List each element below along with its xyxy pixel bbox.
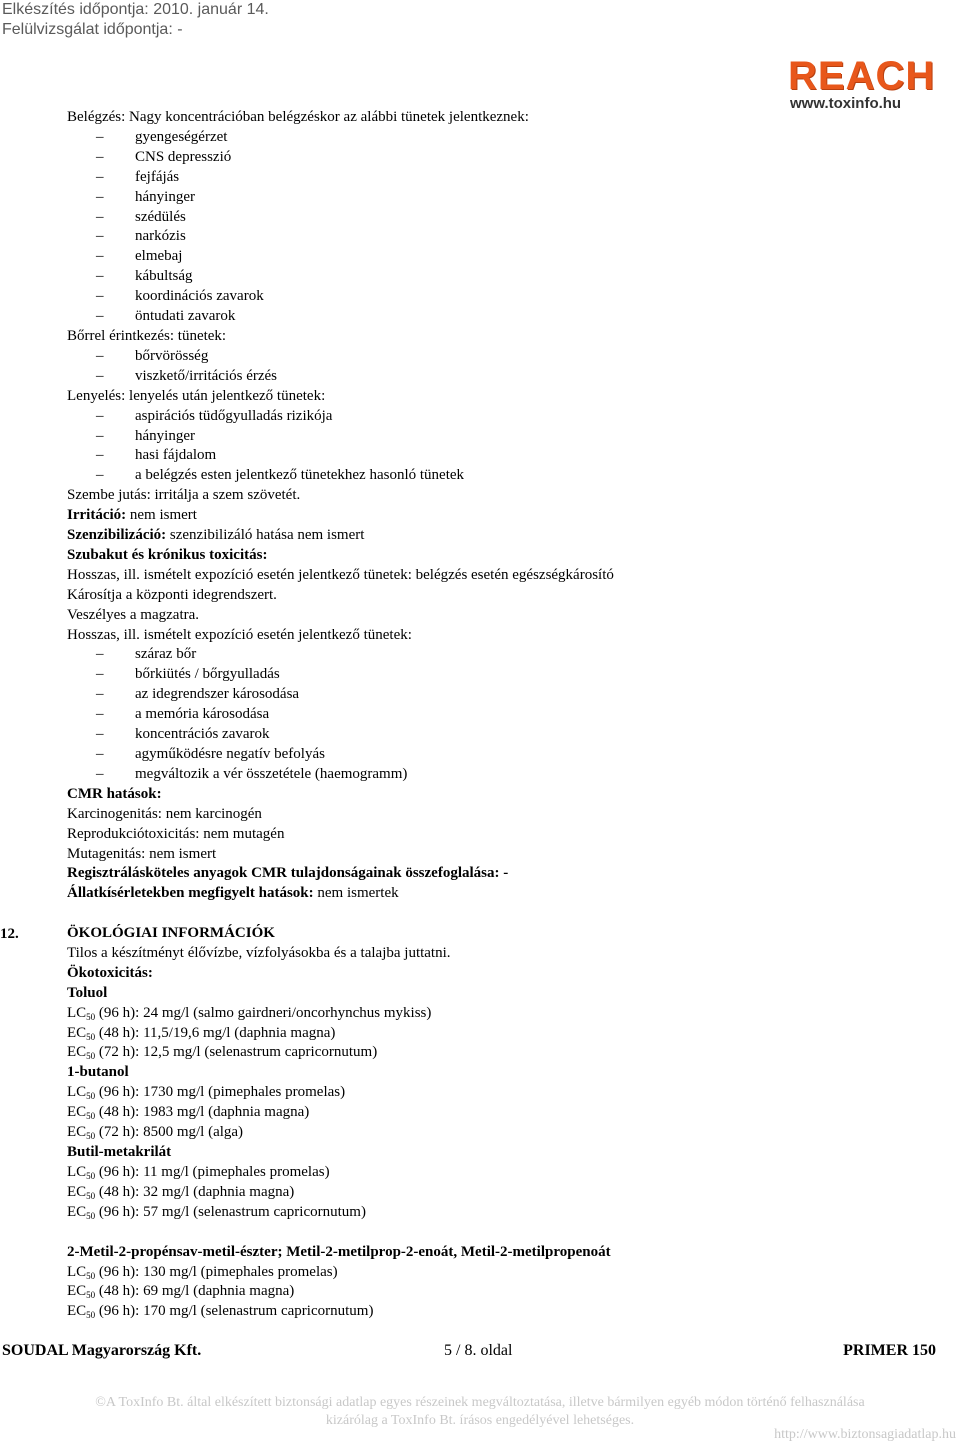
dash-bullet: –	[96, 248, 104, 265]
symptom-item	[67, 427, 937, 447]
reach-logo	[788, 54, 936, 113]
measure-text: (48 h): 11,5/19,6 mg/l (daphnia magna)	[95, 1024, 336, 1041]
measure-text: (72 h): 12,5 mg/l (selenastrum capricornutum)	[95, 1044, 378, 1061]
toxicity-value	[67, 1123, 937, 1143]
animal-effects-label: Állatkísérletekben megfigyelt hatások:	[67, 885, 314, 902]
measure-subscript: 50	[86, 1111, 96, 1122]
measure-subscript: 50	[86, 1270, 96, 1281]
environment-prohibition: Tilos a készítményt élővízbe, vízfolyásokba és a talajba juttatni.	[67, 944, 451, 961]
measure-type: EC	[67, 1044, 87, 1061]
measure-text: (96 h): 1730 mg/l (pimephales promelas)	[95, 1084, 346, 1101]
symptom-item	[67, 645, 937, 665]
symptom-text: viszkető/irritációs érzés	[135, 367, 278, 384]
symptom-item	[67, 307, 937, 327]
carcinogenicity: Karcinogenitás: nem karcinogén	[67, 805, 262, 822]
toxicity-value	[67, 1024, 937, 1044]
symptom-item	[67, 287, 937, 307]
copyright-line-2: kizárólag a ToxInfo Bt. írásos engedélyével lehetséges.	[325, 1413, 635, 1428]
toxicity-value	[67, 1083, 937, 1103]
skin-symptom-list	[67, 347, 937, 387]
toxicity-value	[67, 1163, 937, 1183]
created-date: Elkészítés időpontja: 2010. január 14.	[2, 1, 269, 18]
dash-bullet: –	[96, 347, 104, 364]
dash-bullet: –	[96, 746, 104, 762]
revised-date: Felülvizsgálat időpontja: -	[2, 21, 183, 38]
symptom-item	[67, 267, 937, 287]
symptom-text: öntudati zavarok	[135, 308, 236, 325]
dash-bullet: –	[96, 208, 104, 225]
dash-bullet: –	[96, 367, 104, 384]
symptom-text: CNS depresszió	[135, 148, 232, 165]
cns-damage: Károsítja a központi idegrendszert.	[67, 586, 277, 603]
toxicity-value	[67, 1103, 937, 1123]
measure-type: EC	[67, 1203, 87, 1220]
symptom-text: a memória károsodása	[135, 706, 270, 723]
symptom-item	[67, 745, 937, 765]
spacer	[67, 1223, 937, 1243]
symptom-item	[67, 725, 937, 745]
dash-bullet: –	[96, 228, 104, 245]
dash-bullet: –	[96, 288, 104, 305]
symptom-item	[67, 407, 937, 427]
irritation-label: Irritáció:	[67, 507, 127, 524]
measure-type: EC	[67, 1283, 87, 1300]
toxicity-value	[67, 1263, 937, 1283]
toxicity-value	[67, 1203, 937, 1223]
symptom-text: koncentrációs zavarok	[135, 726, 270, 743]
substance-name: Butil-metakrilát	[67, 1143, 172, 1160]
cmr-heading: CMR hatások:	[67, 785, 162, 802]
animal-effects-value: nem ismertek	[313, 885, 399, 902]
measure-subscript: 50	[86, 1091, 96, 1102]
symptom-text: bőrkiütés / bőrgyulladás	[135, 666, 280, 683]
sensitization-value: szenzibilizáló hatása nem ismert	[166, 527, 365, 544]
measure-text: (48 h): 69 mg/l (daphnia magna)	[95, 1283, 295, 1300]
skin-intro: Bőrrel érintkezés: tünetek:	[67, 327, 227, 344]
symptom-item	[67, 347, 937, 367]
measure-subscript: 50	[86, 1051, 96, 1062]
symptom-text: hányinger	[135, 427, 195, 444]
symptom-text: gyengeségérzet	[135, 128, 228, 145]
measure-type: EC	[67, 1303, 87, 1320]
dash-bullet: –	[96, 447, 104, 464]
measure-subscript: 50	[86, 1290, 96, 1301]
dash-bullet: –	[96, 765, 104, 782]
dash-bullet: –	[96, 168, 104, 185]
symptom-item	[67, 367, 937, 387]
symptom-item	[67, 705, 937, 725]
toxicity-value	[67, 1004, 937, 1024]
prolonged-exposure-2: Hosszas, ill. ismételt expozíció esetén jelentkező tünetek:	[67, 626, 412, 643]
symptom-item	[67, 227, 937, 247]
dash-bullet: –	[96, 726, 104, 743]
symptom-item	[67, 685, 937, 705]
symptom-text: bőrvörösség	[135, 347, 209, 364]
ingestion-intro: Lenyelés: lenyelés után jelentkező tünetek:	[67, 387, 326, 404]
symptom-item	[67, 168, 937, 188]
measure-subscript: 50	[86, 1210, 96, 1221]
footer-company: SOUDAL Magyarország Kft.	[2, 1342, 202, 1359]
measure-subscript: 50	[86, 1131, 96, 1142]
measure-type: LC	[67, 1084, 87, 1101]
dash-bullet: –	[96, 128, 104, 145]
measure-type: EC	[67, 1124, 87, 1141]
symptom-text: a belégzés esten jelentkező tünetekhez hasonló tünetek	[135, 467, 465, 484]
dash-bullet: –	[96, 148, 104, 165]
toxicity-value	[67, 1302, 937, 1322]
symptom-text: hasi fájdalom	[135, 447, 217, 464]
measure-type: EC	[67, 1104, 87, 1121]
measure-text: (72 h): 8500 mg/l (alga)	[95, 1124, 244, 1141]
measure-text: (96 h): 57 mg/l (selenastrum capricornutum)	[95, 1203, 366, 1220]
website-url: http://www.biztonsagiadatlap.hu	[774, 1427, 956, 1442]
sensitization-line	[67, 526, 937, 546]
toxicity-value	[67, 1282, 937, 1302]
measure-text: (48 h): 1983 mg/l (daphnia magna)	[95, 1104, 310, 1121]
dash-bullet: –	[96, 467, 104, 484]
toxicity-value	[67, 1043, 937, 1063]
symptom-item	[67, 247, 937, 267]
mutagenicity: Mutagenitás: nem ismert	[67, 845, 217, 862]
dash-bullet: –	[96, 706, 104, 723]
symptom-text: koordinációs zavarok	[135, 288, 264, 305]
dash-bullet: –	[96, 188, 104, 205]
section-12-title: ÖKOLÓGIAI INFORMÁCIÓK	[67, 925, 275, 941]
dash-bullet: –	[96, 666, 104, 683]
inhalation-symptom-list	[67, 128, 937, 327]
symptom-text: száraz bőr	[135, 646, 197, 663]
symptom-item	[67, 446, 937, 466]
footer-product: PRIMER 150	[843, 1342, 936, 1359]
symptom-item	[67, 765, 937, 785]
measure-subscript: 50	[86, 1190, 96, 1201]
symptom-text: fejfájás	[135, 168, 180, 185]
symptom-text: megváltozik a vér összetétele (haemogramm)	[135, 765, 408, 782]
toxicity-value	[67, 1183, 937, 1203]
irritation-value: nem ismert	[126, 507, 197, 524]
measure-type: LC	[67, 1004, 87, 1021]
symptom-text: narkózis	[135, 228, 186, 245]
measure-type: EC	[67, 1183, 87, 1200]
sensitization-label: Szenzibilizáció:	[67, 527, 167, 544]
irritation-line	[67, 506, 937, 526]
symptom-item	[67, 208, 937, 228]
prolonged-symptom-list	[67, 645, 937, 784]
symptom-item	[67, 188, 937, 208]
symptom-text: az idegrendszer károsodása	[135, 686, 300, 703]
symptom-text: elmebaj	[135, 248, 183, 265]
symptom-item	[67, 128, 937, 148]
measure-text: (96 h): 24 mg/l (salmo gairdneri/oncorhynchus mykiss)	[95, 1004, 432, 1021]
measure-text: (96 h): 170 mg/l (selenastrum capricornutum)	[95, 1303, 374, 1320]
eye-contact: Szembe jutás: irritálja a szem szövetét.	[67, 487, 301, 504]
measure-subscript: 50	[86, 1031, 96, 1042]
dash-bullet: –	[96, 268, 104, 285]
measure-type: EC	[67, 1024, 87, 1041]
registration-summary: Regisztrálásköteles anyagok CMR tulajdonságainak összefoglalása: -	[67, 865, 509, 882]
symptom-text: kábultság	[135, 268, 193, 285]
dash-bullet: –	[96, 646, 104, 663]
measure-subscript: 50	[86, 1170, 96, 1181]
dash-bullet: –	[96, 308, 104, 325]
symptom-item	[67, 466, 937, 486]
substance-name: Toluol	[67, 984, 108, 1001]
measure-text: (96 h): 130 mg/l (pimephales promelas)	[95, 1263, 338, 1280]
ingestion-symptom-list	[67, 407, 937, 487]
logo-word: REACH	[788, 54, 936, 98]
prolonged-exposure-1: Hosszas, ill. ismételt expozíció esetén jelentkező tünetek: belégzés esetén egészségkárosító	[67, 566, 614, 583]
measure-subscript: 50	[86, 1011, 96, 1022]
ecotoxicity-heading: Ökotoxicitás:	[67, 964, 153, 981]
logo-url: www.toxinfo.hu	[790, 95, 902, 112]
section-12-content	[67, 924, 937, 1322]
fetus-hazard: Veszélyes a magzatra.	[67, 606, 200, 623]
dash-bullet: –	[96, 407, 104, 424]
subacute-heading: Szubakut és krónikus toxicitás:	[67, 546, 268, 563]
section-11-content	[67, 108, 937, 904]
dash-bullet: –	[96, 686, 104, 703]
section-12-number: 12.	[0, 926, 19, 942]
measure-subscript: 50	[86, 1310, 96, 1321]
measure-type: LC	[67, 1163, 87, 1180]
symptom-text: aspirációs tüdőgyulladás rizikója	[135, 407, 333, 424]
ecotoxicity-substances	[67, 984, 937, 1323]
substance-name: 1-butanol	[67, 1064, 129, 1081]
reproductive-toxicity: Reprodukciótoxicitás: nem mutagén	[67, 825, 285, 842]
symptom-item	[67, 148, 937, 168]
symptom-item	[67, 665, 937, 685]
symptom-text: agyműködésre negatív befolyás	[135, 746, 325, 762]
animal-effects-line	[67, 884, 937, 904]
footer-page-number: 5 / 8. oldal	[444, 1342, 513, 1359]
substance-name: 2-Metil-2-propénsav-metil-észter; Metil-2-metilprop-2-enoát, Metil-2-metilpropenoát	[67, 1243, 611, 1260]
inhalation-intro: Belégzés: Nagy koncentrációban belégzéskor az alábbi tünetek jelentkeznek:	[67, 109, 529, 125]
copyright-line-1: ©A ToxInfo Bt. által elkészített biztonsági adatlap egyes részeinek megváltoztatása, illetve bármilyen egyéb módon történő felhasználása	[95, 1395, 865, 1410]
dash-bullet: –	[96, 427, 104, 444]
measure-type: LC	[67, 1263, 87, 1280]
symptom-text: hányinger	[135, 188, 195, 205]
measure-text: (96 h): 11 mg/l (pimephales promelas)	[95, 1163, 330, 1180]
measure-text: (48 h): 32 mg/l (daphnia magna)	[95, 1183, 295, 1200]
symptom-text: szédülés	[135, 208, 186, 225]
